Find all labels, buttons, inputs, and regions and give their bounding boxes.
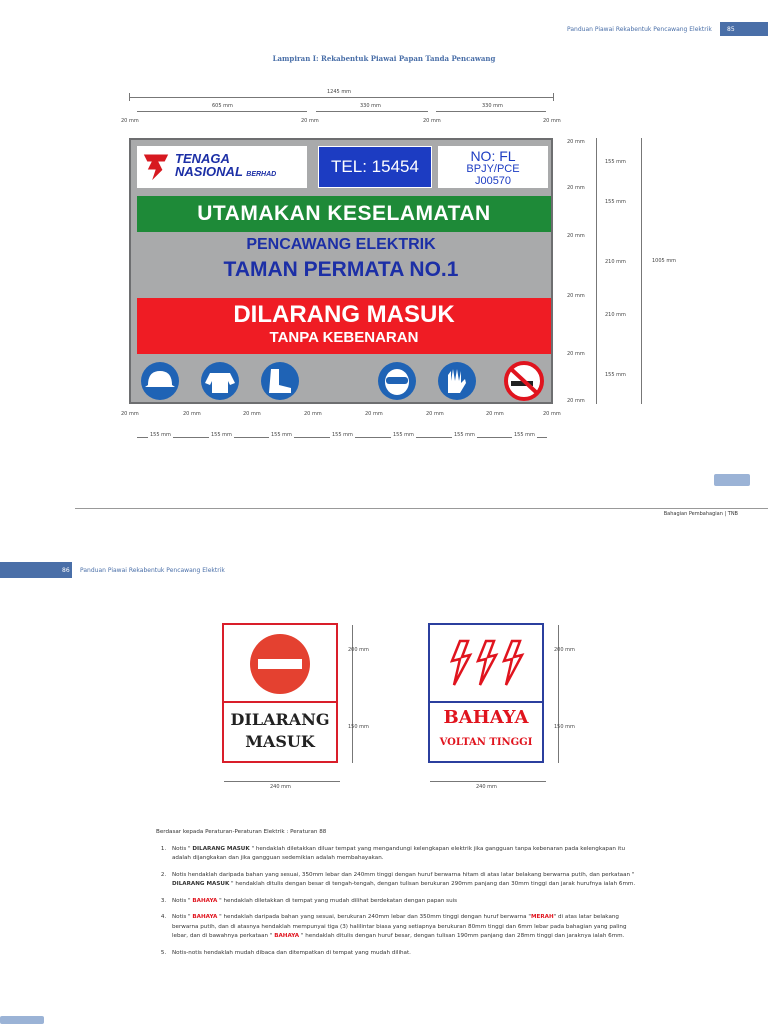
note-5: 5. Notis-notis hendaklah mudah dibaca dan ditempatkan di tempat yang mudah dilihat. bbox=[168, 949, 636, 959]
dim-total-height: 1005 mm bbox=[652, 258, 677, 264]
page-deco bbox=[0, 1016, 44, 1024]
dim-gap: 20 mm bbox=[567, 233, 585, 239]
goggles-icon bbox=[374, 361, 420, 401]
dim-icon-w: 155 mm bbox=[393, 432, 414, 438]
dim-line-sign1 bbox=[352, 625, 353, 763]
note-1: 1. Notis " DILARANG MASUK " hendaklah diletakkan diluar tempat yang mengandungi kelengkapan elektrik jika gangguan tanpa kebenaran pada kelengkapan itu adalah dijangkakan dan jika gangguan sedemikian adalah membahayakan. bbox=[168, 845, 636, 864]
note-2: 2. Notis hendaklah daripada bahan yang sesuai, 350mm lebar dan 240mm tinggi dengan huruf berwarna hitam di atas latar belakang berwarna putih, dan perkataan " DILARANG MASUK " hendaklah ditulis dengan besar di tengah-tengah, dengan tulisan berukuran 290mm panjang dan 30mm tinggi dan jarak hurufnya ialah 6mm. bbox=[168, 871, 636, 890]
dim-line-240 bbox=[224, 781, 340, 782]
safety-boot-icon bbox=[257, 361, 303, 401]
helmet-icon bbox=[137, 361, 183, 401]
dim-gap: 20 mm bbox=[567, 139, 585, 145]
no-line2: BPJY/PCE bbox=[466, 163, 520, 175]
dim-gap: 20 mm bbox=[121, 411, 139, 417]
dim-icon-w: 155 mm bbox=[211, 432, 232, 438]
header-title: Panduan Piawai Rekabentuk Pencawang Elektrik bbox=[80, 567, 225, 574]
sign-divider bbox=[430, 701, 542, 703]
dim-gap: 20 mm bbox=[183, 411, 201, 417]
dim-w3: 330 mm bbox=[482, 103, 503, 109]
note-3: 3. Notis " BAHAYA " hendaklah diletakkan di tempat yang mudah dilihat berdekatan dengan papan suis bbox=[168, 897, 636, 907]
dim-h210: 210 mm bbox=[605, 312, 626, 318]
page-deco bbox=[714, 474, 750, 486]
dim-line-240 bbox=[430, 781, 546, 782]
safety-banner: UTAMAKAN KESELAMATAN bbox=[137, 196, 551, 232]
dim-200: 200 mm bbox=[348, 647, 369, 653]
dim-total-width: 1245 mm bbox=[327, 89, 352, 95]
no-entry-sign bbox=[222, 623, 338, 763]
sign-divider bbox=[224, 701, 336, 703]
sign2-line1: BAHAYA bbox=[443, 707, 529, 728]
dim-line-sign2 bbox=[558, 625, 559, 763]
tnb-logo-icon bbox=[141, 150, 171, 184]
dim-icon-w: 155 mm bbox=[514, 432, 535, 438]
tnb-logo bbox=[137, 146, 307, 188]
dim-200: 200 mm bbox=[554, 647, 575, 653]
logo-line2: NASIONAL bbox=[175, 164, 243, 179]
no-entry-text: DILARANG MASUK bbox=[233, 301, 455, 328]
dim-icon-w: 155 mm bbox=[150, 432, 171, 438]
dim-240: 240 mm bbox=[476, 784, 497, 790]
dim-line-heights bbox=[596, 138, 597, 404]
coverall-icon bbox=[197, 361, 243, 401]
no-entry-banner bbox=[137, 298, 551, 354]
no-entry-icon bbox=[248, 632, 312, 696]
substation-no bbox=[438, 146, 548, 188]
dim-line-total bbox=[129, 97, 553, 98]
no-line3: J00570 bbox=[474, 175, 512, 187]
danger-sign bbox=[428, 623, 544, 763]
dim-gap: 20 mm bbox=[567, 398, 585, 404]
dim-w2: 330 mm bbox=[360, 103, 381, 109]
page-number: 86 bbox=[62, 567, 70, 574]
dim-h210: 210 mm bbox=[605, 259, 626, 265]
dim-tick bbox=[553, 93, 554, 101]
no-smoking-icon bbox=[501, 361, 547, 401]
dim-line-total-height bbox=[641, 138, 642, 404]
dim-h155: 155 mm bbox=[605, 372, 626, 378]
dim-line-w2 bbox=[316, 111, 428, 112]
tel-number: TEL: 15454 bbox=[318, 146, 432, 188]
dim-gap: 20 mm bbox=[423, 118, 441, 124]
dim-gap: 20 mm bbox=[301, 118, 319, 124]
dim-gap: 20 mm bbox=[121, 118, 139, 124]
header-title: Panduan Piawai Rekabentuk Pencawang Elektrik bbox=[567, 26, 712, 33]
dim-line-w1 bbox=[137, 111, 307, 112]
dim-gap: 20 mm bbox=[543, 411, 561, 417]
logo-line3: BERHAD bbox=[246, 171, 277, 178]
dim-h155: 155 mm bbox=[605, 159, 626, 165]
dim-150: 150 mm bbox=[348, 724, 369, 730]
dim-gap: 20 mm bbox=[567, 293, 585, 299]
logo-line1: TENAGA bbox=[175, 151, 230, 166]
gloves-icon bbox=[434, 361, 480, 401]
lightning-icon bbox=[448, 637, 528, 689]
notes-section bbox=[156, 828, 636, 965]
dim-gap: 20 mm bbox=[243, 411, 261, 417]
dim-gap: 20 mm bbox=[567, 185, 585, 191]
substation-board bbox=[129, 138, 553, 404]
dim-gap: 20 mm bbox=[543, 118, 561, 124]
dim-gap: 20 mm bbox=[426, 411, 444, 417]
no-permission-text: TANPA KEBENARAN bbox=[269, 329, 419, 346]
substation-type: PENCAWANG ELEKTRIK bbox=[246, 236, 436, 253]
footer-text: Bahagian Pembahagian | TNB bbox=[663, 511, 738, 517]
dim-240: 240 mm bbox=[270, 784, 291, 790]
dim-w1: 605 mm bbox=[212, 103, 233, 109]
dim-gap: 20 mm bbox=[304, 411, 322, 417]
dim-icon-w: 155 mm bbox=[454, 432, 475, 438]
dim-150: 150 mm bbox=[554, 724, 575, 730]
dim-gap: 20 mm bbox=[567, 351, 585, 357]
notes-intro: Berdasar kepada Peraturan-Peraturan Elektrik : Peraturan 88 bbox=[156, 829, 327, 835]
dim-line-w3 bbox=[436, 111, 546, 112]
sign1-line2: MASUK bbox=[245, 732, 315, 751]
no-line1: NO: FL bbox=[470, 148, 516, 164]
note-4: 4. Notis " BAHAYA " hendaklah daripada bahan yang sesuai, berukuran 240mm lebar dan 350mm tinggi dengan huruf berwarna "MERAH" di atas latar belakang berwarna putih, dan di atasnya hendaklah mempunyai tiga (3) halilintar biasa yang setiapnya berukuran 80mm tinggi dan 6mm lebar pada bahagian yang paling lebar, dan di bawahnya perkataan " BAHAYA " hendaklah ditulis dengan huruf besar, dengan tulisan 190mm panjang dan 28mm tinggi dan jaraknya ialah 6mm. bbox=[168, 913, 636, 942]
page-number: 85 bbox=[727, 26, 735, 33]
footer-rule bbox=[75, 508, 768, 509]
substation-name: TAMAN PERMATA NO.1 bbox=[223, 258, 459, 281]
dim-gap: 20 mm bbox=[365, 411, 383, 417]
dim-tick bbox=[129, 93, 130, 101]
dim-gap: 20 mm bbox=[486, 411, 504, 417]
sign2-line2: VOLTAN TINGGI bbox=[439, 737, 533, 748]
dim-icon-w: 155 mm bbox=[332, 432, 353, 438]
dim-icon-w: 155 mm bbox=[271, 432, 292, 438]
doc-title: Lampiran I: Rekabentuk Piawai Papan Tanda Pencawang bbox=[272, 54, 496, 63]
dim-h155: 155 mm bbox=[605, 199, 626, 205]
sign1-line1: DILARANG bbox=[230, 710, 330, 729]
